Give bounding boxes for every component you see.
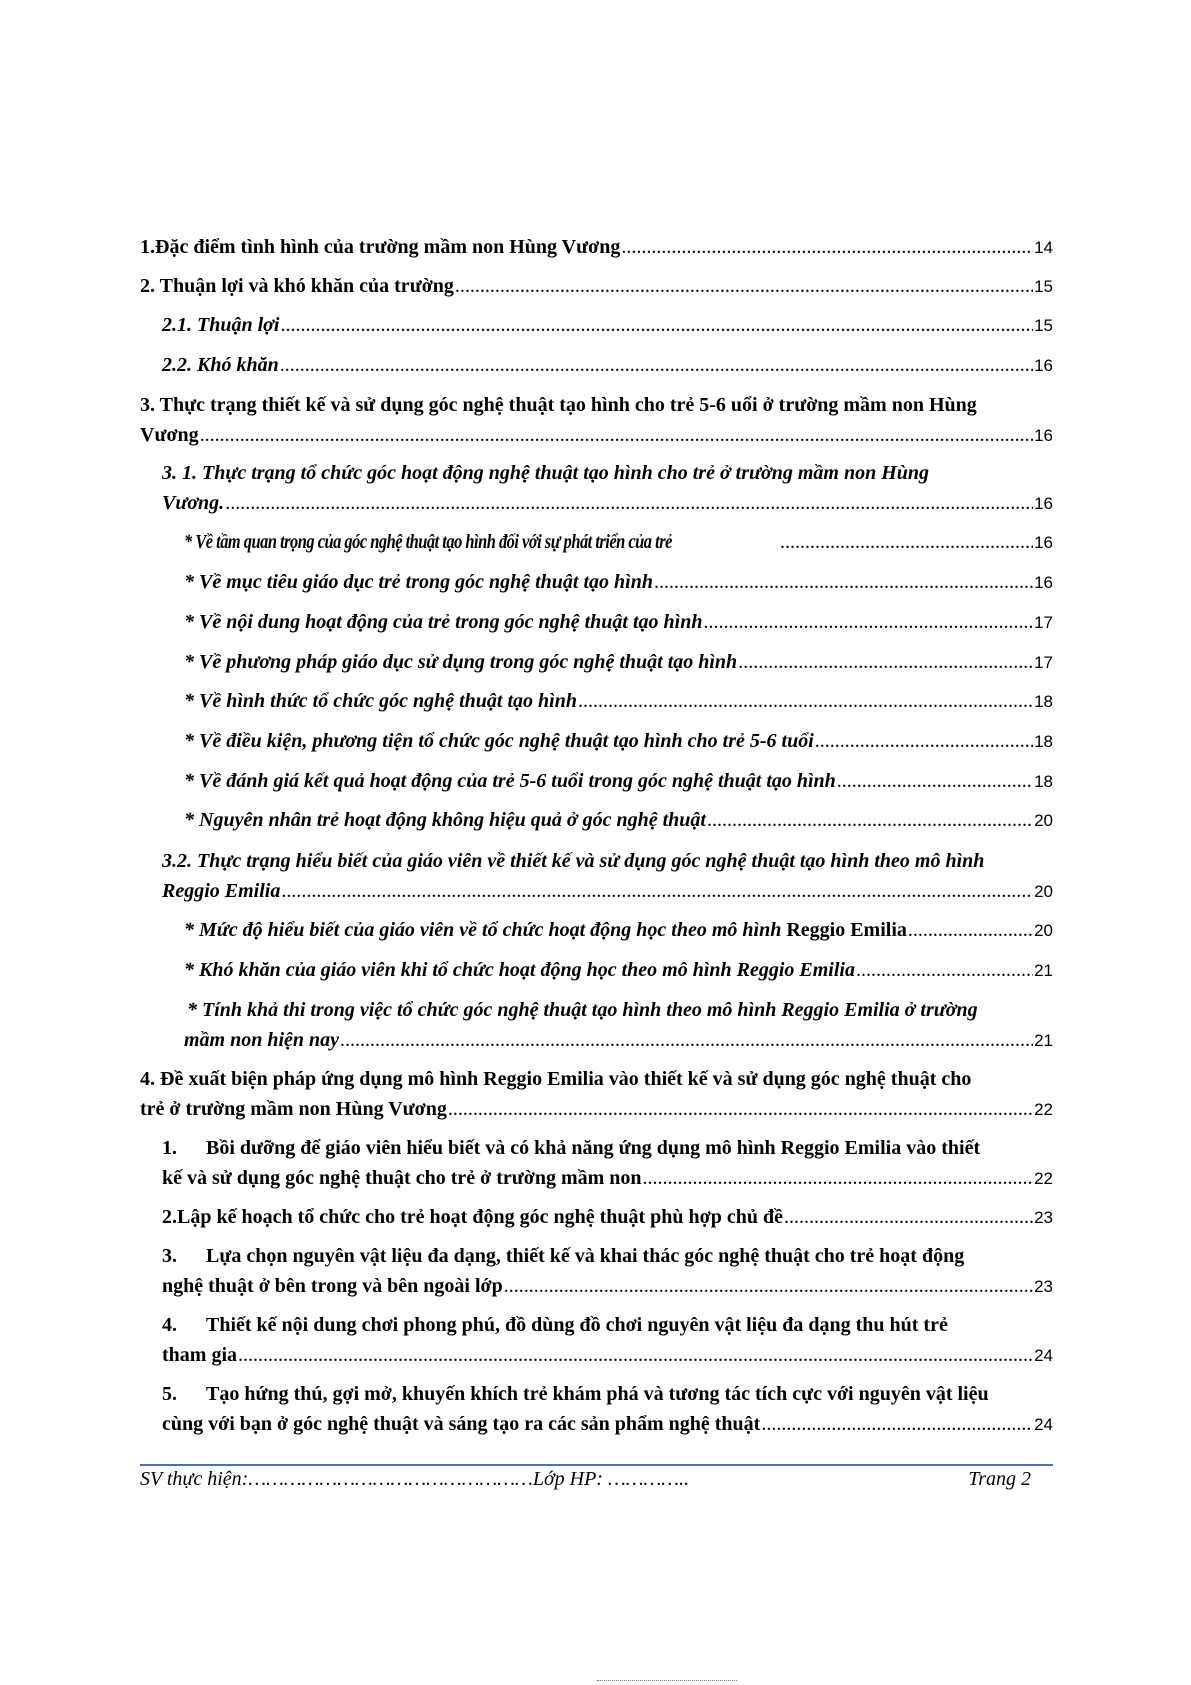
leader-dots [238, 1340, 1033, 1370]
toc-page-number: 18 [1034, 692, 1053, 711]
toc-page-number: 18 [1034, 732, 1053, 751]
leader-dots [340, 1025, 1033, 1055]
toc-entry-title-cont: Reggio Emilia [162, 880, 281, 902]
toc-entry[interactable] [184, 567, 1053, 598]
toc-entry[interactable] [184, 686, 1053, 717]
toc-page-number: 16 [1034, 426, 1053, 445]
toc-entry[interactable] [140, 232, 1053, 263]
leader-dots [738, 647, 1033, 677]
toc-entry-title-suffix [781, 915, 907, 945]
toc-entry-title: 3. Thực trạng thiết kế và sử dụng góc nghệ thuật tạo hình cho trẻ 5-6 uổi ở trường mầm non Hùng [140, 394, 977, 416]
toc-page-number: 20 [1034, 921, 1053, 940]
toc-page-number: 21 [1034, 961, 1053, 980]
toc-entry-title: * Mức độ hiểu biết của giáo viên về tổ chức hoạt động học theo mô hình [184, 919, 782, 941]
toc-page-number: 17 [1034, 613, 1053, 632]
leader-dots [621, 232, 1033, 262]
toc-entry[interactable] [162, 846, 1053, 907]
leader-dots [448, 1094, 1033, 1124]
leader-dots [815, 726, 1033, 756]
toc-entry-title: Lựa chọn nguyên vật liệu đa dạng, thiết kế và khai thác góc nghệ thuật cho trẻ hoạt động [206, 1245, 965, 1267]
toc-entry-title: Thiết kế nội dung chơi phong phú, đồ dùng đồ chơi nguyên vật liệu đa dạng thu hút trẻ [206, 1314, 948, 1336]
toc-entry-title: 3. 1. Thực trạng tổ chức góc hoạt động nghệ thuật tạo hình cho trẻ ở trường mầm non Hùng [162, 462, 930, 484]
toc-page-number: 23 [1034, 1208, 1053, 1227]
toc-entry-title-cont: Vương [140, 424, 199, 446]
toc-entry-title: 2.2. Khó khăn [162, 354, 279, 376]
toc-entry[interactable] [184, 955, 1053, 986]
page-footer [140, 1468, 1053, 1491]
leader-dots [643, 1163, 1034, 1193]
toc-entry-title: 2. Thuận lợi và khó khăn của trường [140, 275, 454, 297]
toc-page-number: 15 [1034, 316, 1053, 335]
toc-entry-title: * Nguyên nhân trẻ hoạt động không hiệu quả ở góc nghệ thuật [184, 809, 706, 831]
leader-dots [280, 310, 1033, 340]
reggio-emilia-label: Reggio Emilia [786, 919, 907, 941]
toc-entry[interactable] [184, 915, 1053, 946]
toc-entry-title-cont: trẻ ở trường mầm non Hùng Vương [140, 1098, 447, 1120]
toc-entry[interactable] [162, 310, 1053, 341]
leader-dots [784, 1202, 1033, 1232]
leader-dots [280, 350, 1033, 380]
toc-page-number: 16 [1034, 494, 1053, 513]
toc-entry[interactable] [162, 1379, 1053, 1440]
toc-entry-title-cont: nghệ thuật ở bên trong và bên ngoài lớp [162, 1275, 503, 1297]
footer-rule [140, 1464, 1053, 1466]
toc-page-number: 15 [1034, 277, 1053, 296]
toc-entry-title-cont: kế và sử dụng góc nghệ thuật cho trẻ ở trường mầm non [162, 1167, 642, 1189]
toc-entry-title: Đặc điểm tình hình của trường mầm non Hùng Vương [155, 236, 621, 258]
toc-entry[interactable] [184, 726, 1053, 757]
toc-page-number: 20 [1034, 811, 1053, 830]
leader-dots [200, 420, 1033, 450]
toc-entry-title: 2.1. Thuận lợi [162, 314, 280, 336]
leader-dots [225, 488, 1033, 518]
toc-entry-title: * Tính khả thi trong việc tổ chức góc nghệ thuật tạo hình theo mô hình Reggio Emilia ở trường [187, 999, 978, 1021]
toc-entry-title: * Về đánh giá kết quả hoạt động của trẻ 5-6 tuổi trong góc nghệ thuật tạo hình [184, 770, 836, 792]
toc-entry-title-cont: tham gia [162, 1344, 237, 1366]
toc-page-number: 24 [1034, 1346, 1053, 1365]
toc-page-number: 22 [1034, 1100, 1053, 1119]
leader-dots [837, 766, 1033, 796]
toc-entry[interactable] [184, 766, 1053, 797]
leader-dots [578, 686, 1033, 716]
toc-entry-title: * Khó khăn của giáo viên khi tổ chức hoạt động học theo mô hình Reggio Emilia [184, 959, 855, 981]
footer-author-class: SV thực hiện:…………………………………………Lớp HP: ………….. [140, 1468, 690, 1490]
toc-entry-number: 1. [140, 236, 155, 258]
toc-entry-title: * Về mục tiêu giáo dục trẻ trong góc nghệ thuật tạo hình [184, 571, 653, 593]
toc-entry-number: 3. [162, 1245, 177, 1267]
leader-dots [654, 567, 1033, 597]
toc-entry[interactable] [162, 350, 1053, 381]
toc-entry-number: 5. [162, 1383, 177, 1405]
toc-page-number: 20 [1034, 882, 1053, 901]
toc-entry[interactable] [184, 647, 1053, 678]
toc-entry[interactable] [140, 271, 1053, 302]
toc-page-number: 16 [1034, 573, 1053, 592]
toc-entry[interactable] [184, 805, 1053, 836]
toc-entry-title: * Về điều kiện, phương tiện tổ chức góc nghệ thuật tạo hình cho trẻ 5-6 tuổi [184, 730, 814, 752]
toc-page-number: 21 [1034, 1031, 1053, 1050]
toc-entry[interactable] [184, 527, 1053, 558]
toc-entry-title-wrap [184, 527, 779, 557]
toc-page-number: 17 [1034, 653, 1053, 672]
leader-dots [455, 271, 1033, 301]
leader-dots [780, 527, 1033, 557]
footer-page-number: Trang 2 [968, 1468, 1031, 1490]
toc-entry-number: 1. [162, 1137, 177, 1159]
leader-dots [761, 1409, 1033, 1439]
leader-dots [504, 1271, 1033, 1301]
toc-entry-title-cont: mầm non hiện nay [184, 1029, 340, 1051]
toc-entry-title: * Về nội dung hoạt động của trẻ trong góc nghệ thuật tạo hình [184, 611, 703, 633]
toc-entry[interactable] [184, 995, 1053, 1056]
toc-page-number: 16 [1034, 533, 1053, 552]
toc-entry-title: 4. Đề xuất biện pháp ứng dụng mô hình Reggio Emilia vào thiết kế và sử dụng góc nghệ thuật cho [140, 1068, 972, 1090]
leader-dots [707, 805, 1033, 835]
toc-page-number: 22 [1034, 1169, 1053, 1188]
toc-entry[interactable] [140, 390, 1053, 451]
toc-entry[interactable] [140, 1064, 1053, 1125]
toc-entry-title: Lập kế hoạch tổ chức cho trẻ hoạt động góc nghệ thuật phù hợp chủ đề [177, 1206, 783, 1228]
toc-page-number: 24 [1034, 1415, 1053, 1434]
toc-entry-title: Bồi dưỡng để giáo viên hiểu biết và có khả năng ứng dụng mô hình Reggio Emilia vào thiết [206, 1137, 981, 1159]
toc-entry[interactable] [162, 458, 1053, 519]
toc-entry-number: 2. [162, 1206, 177, 1228]
toc-entry-title: * Về tầm quan trọng của góc nghệ thuật tạo hình đối với sự phát triển của trẻ [184, 531, 672, 553]
toc-entry[interactable] [184, 607, 1053, 638]
toc-entry-number: 4. [162, 1314, 177, 1336]
toc-page-number: 16 [1034, 356, 1053, 375]
toc-entry-title: 3.2. Thực trạng hiểu biết của giáo viên về thiết kế và sử dụng góc nghệ thuật tạo hình theo mô hình [162, 850, 985, 872]
toc-entry[interactable] [162, 1202, 1053, 1233]
toc-entry[interactable] [162, 1310, 1053, 1371]
toc-entry-title: Tạo hứng thú, gợi mở, khuyến khích trẻ khám phá và tương tác tích cực với nguyên vật liệu [206, 1383, 989, 1405]
leader-dots [703, 607, 1033, 637]
toc-entry[interactable] [162, 1133, 1053, 1194]
leader-dots [856, 955, 1033, 985]
toc-entry[interactable] [162, 1241, 1053, 1302]
leader-dots [908, 915, 1033, 945]
toc-entry-title-cont: Vương. [162, 492, 225, 514]
toc-page-number: 23 [1034, 1277, 1053, 1296]
toc-entry-title: * Về phương pháp giáo dục sử dụng trong góc nghệ thuật tạo hình [184, 651, 738, 673]
toc-page-number: 18 [1034, 772, 1053, 791]
toc-entry-title-cont: cùng với bạn ở góc nghệ thuật và sáng tạo ra các sản phẩm nghệ thuật [162, 1413, 761, 1435]
toc-entry-title: * Về hình thức tổ chức góc nghệ thuật tạo hình [184, 690, 577, 712]
page-edge-mark [597, 1680, 737, 1682]
toc-page-number: 14 [1034, 238, 1053, 257]
leader-dots [281, 876, 1033, 906]
